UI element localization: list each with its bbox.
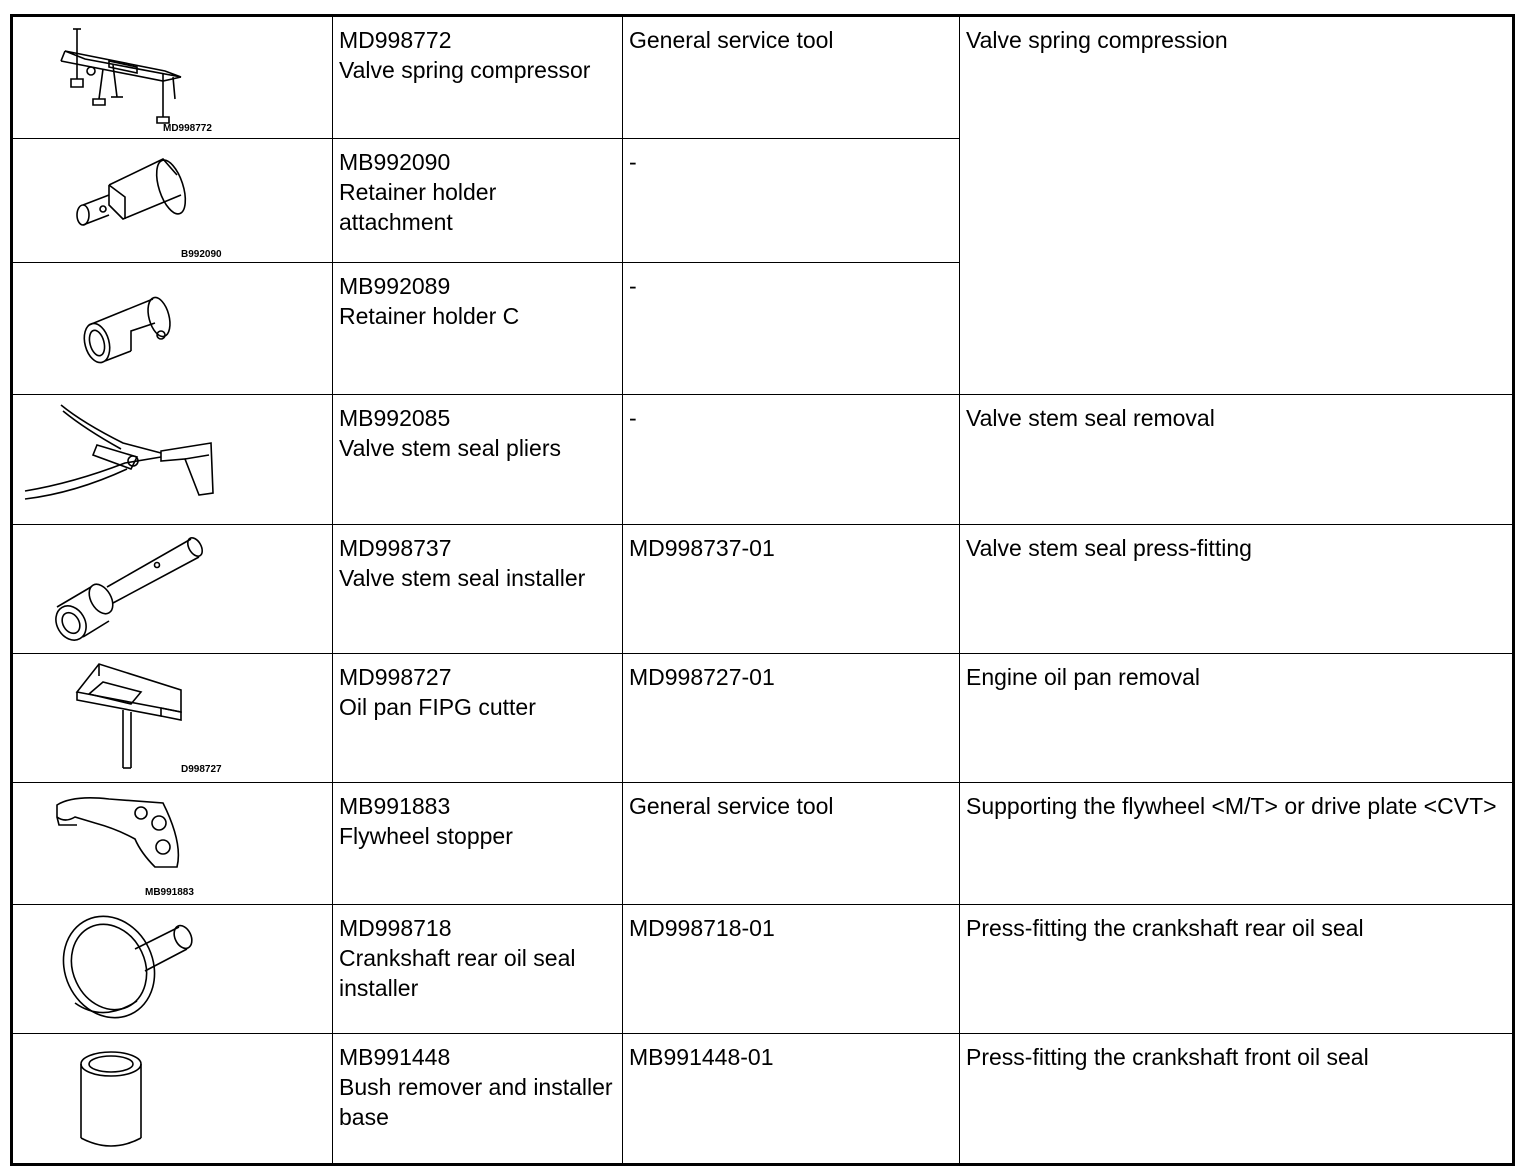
tool-number: MD998772	[339, 27, 452, 53]
tool-name-cell	[333, 525, 623, 654]
tool-name-cell	[333, 263, 623, 395]
special-tools-table	[10, 14, 1515, 1166]
tool-number: MB992089	[339, 273, 451, 299]
application-cell: Press-fitting the crankshaft rear oil seal	[960, 905, 1514, 1034]
tool-image-label: B992090	[181, 249, 222, 260]
tool-illustration-cell	[12, 139, 333, 263]
tool-illustration-cell	[12, 905, 333, 1034]
tool-name: Flywheel stopper	[339, 823, 513, 849]
tool-name: Retainer holder C	[339, 303, 520, 329]
tool-number: MB991883	[339, 793, 451, 819]
tool-name-cell	[333, 905, 623, 1034]
tool-name-cell	[333, 139, 623, 263]
bush-remover-installer-base-icon	[13, 1034, 333, 1163]
tool-illustration-cell	[12, 16, 333, 139]
application-cell: Valve stem seal press-fitting	[960, 525, 1514, 654]
supersession-cell: -	[623, 263, 960, 395]
tool-name: Retainer holder attachment	[339, 179, 503, 235]
tool-image-label: D998727	[181, 764, 222, 775]
supersession-cell: MB991448-01	[623, 1034, 960, 1165]
supersession-cell: MD998718-01	[623, 905, 960, 1034]
table-row	[12, 525, 1514, 654]
tool-name-cell	[333, 395, 623, 525]
tool-number: MD998727	[339, 664, 452, 690]
supersession-cell: MD998727-01	[623, 654, 960, 783]
tool-name: Oil pan FIPG cutter	[339, 694, 536, 720]
table-row	[12, 654, 1514, 783]
tool-name-cell	[333, 654, 623, 783]
tool-name: Valve stem seal installer	[339, 565, 586, 591]
tool-number: MB992090	[339, 149, 451, 175]
tool-number: MB992085	[339, 405, 451, 431]
supersession-cell: General service tool	[623, 783, 960, 905]
tool-image-label: MD998772	[163, 123, 212, 134]
retainer-holder-attachment-icon	[13, 139, 333, 262]
tool-image-label: MB991883	[145, 887, 194, 898]
supersession-cell: -	[623, 139, 960, 263]
valve-spring-compressor-icon	[13, 17, 333, 138]
tool-number: MD998737	[339, 535, 452, 561]
tool-name: Bush remover and installer base	[339, 1074, 619, 1130]
application-cell: Valve stem seal removal	[960, 395, 1514, 525]
flywheel-stopper-icon	[13, 783, 333, 904]
tool-illustration-cell	[12, 525, 333, 654]
application-cell: Press-fitting the crankshaft front oil seal	[960, 1034, 1514, 1165]
application-cell: Supporting the flywheel <M/T> or drive plate <CVT>	[960, 783, 1514, 905]
supersession-cell: MD998737-01	[623, 525, 960, 654]
oil-pan-fipg-cutter-icon	[13, 654, 333, 782]
application-cell: Valve spring compression	[960, 16, 1514, 395]
application-cell: Engine oil pan removal	[960, 654, 1514, 783]
table-row	[12, 395, 1514, 525]
table-row	[12, 783, 1514, 905]
table-row	[12, 16, 1514, 139]
supersession-cell: -	[623, 395, 960, 525]
tool-number: MB991448	[339, 1044, 451, 1070]
tool-illustration-cell	[12, 395, 333, 525]
tool-illustration-cell	[12, 654, 333, 783]
tool-name-cell	[333, 1034, 623, 1165]
table-row	[12, 1034, 1514, 1165]
table-row	[12, 905, 1514, 1034]
tool-number: MD998718	[339, 915, 452, 941]
tool-illustration-cell	[12, 1034, 333, 1165]
tool-name-cell	[333, 16, 623, 139]
tool-name: Crankshaft rear oil seal installer	[339, 945, 582, 1001]
crankshaft-rear-oil-seal-installer-icon	[13, 905, 333, 1033]
valve-stem-seal-pliers-icon	[13, 395, 333, 524]
valve-stem-seal-installer-icon	[13, 525, 333, 653]
supersession-cell: General service tool	[623, 16, 960, 139]
tool-name: Valve spring compressor	[339, 57, 591, 83]
tool-name-cell	[333, 783, 623, 905]
tool-illustration-cell	[12, 783, 333, 905]
tool-name: Valve stem seal pliers	[339, 435, 561, 461]
retainer-holder-icon	[13, 263, 333, 394]
tool-illustration-cell	[12, 263, 333, 395]
